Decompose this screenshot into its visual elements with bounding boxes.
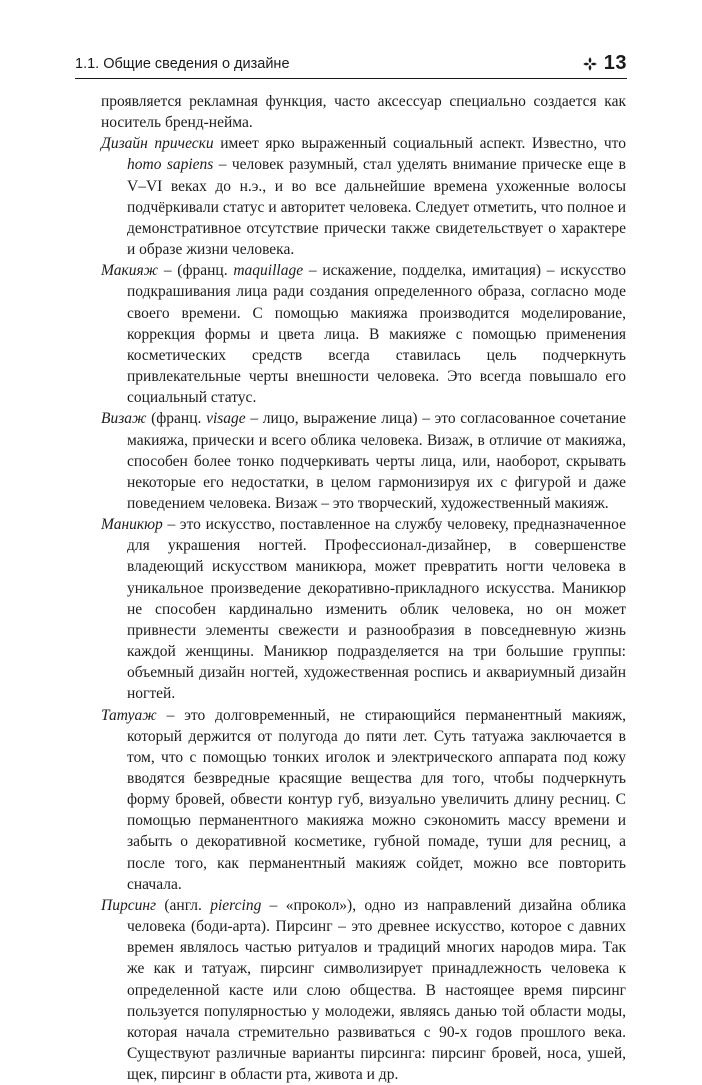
running-title: 1.1. Общие сведения о дизайне [75,56,290,72]
entry-text: – это долговременный, не стирающийся перманентный макияж, который держится от полугода до пяти лет. Суть татуажа заключается в том, что с помощью тонких иголок и электрического аппарата под кожу вводятся безвредные красящие вещества для того, чтобы подчеркнуть форму бровей, обвести контур губ, визуально увеличить длину ресниц. С помощью перманентного макияжа можно сэкономить массу времени и забыть о декоративной косметике, губной помаде, туши для ресниц, а после того, как перманентный макияж сойдет, можно все повторить сначала. [127,706,626,893]
entry-piercing [101,895,626,1085]
entry-text: – лицо, выражение лица) – это согласованное сочетание макияжа, прически и всего облика человека. Визаж, в отличие от макияжа, способен более тонко подчеркивать черты лица, или, наоборот, скрывать некоторые его недостатки, в целом гармонизируя их с фигурой и даже поведением человека. Визаж – это творческий, художественный макияж. [127,410,626,512]
entry-text: – (франц. [158,262,234,280]
foreign-term: piercing [210,896,262,914]
entry-text: (франц. [146,410,207,428]
page-number-group [583,52,627,75]
entry-text: – человек разумный, стал уделять внимание прическе еще в V–VI веках до н.э., и во все дальнейшие времена ухоженные волосы подчёркивали статус и авторитет человека. Следует отметить, что полное и демонстративное отсутствие прически также свидетельствует о характере и образе жизни человека. [127,156,627,259]
entry-text: имеет ярко выраженный социальный аспект. Известно, что [213,135,626,153]
page-number: 13 [603,52,627,74]
entry-text: – «прокол»), одно из направлений дизайна облика человека (боди-арта). Пирсинг – это древнее искусство, которое с давних времен являлось частью ритуалов и традиций многих народов мира. Так же как и татуаж, пирсинг символизирует принадлежность человека к определенной касте или слою общества. В настоящее время пирсинг пользуется популярностью у молодежи, являясь данью той области моды, которая начала стремительно развиваться с 90-х годов прошлого века. Существуют различные варианты пирсинга: пирсинг бровей, носа, ушей, щек, пирсинг в области рта, живота и др. [127,896,626,1084]
entry-text: – искажение, подделка, имитация) – искусство подкрашивания лица ради создания определенного образа, согласно моде своего времени. С помощью макияжа производится моделирование, коррекция формы и цвета лица. В макияже с помощью применения косметических средств всегда ставилась цель подчеркнуть привлекательные черты внешности человека. Это всегда повышало его социальный статус. [127,262,626,407]
entry-term: Визаж [101,410,147,428]
entry-hairstyle-design [101,133,626,260]
entry-visage [101,408,626,514]
entry-term: Дизайн прически [101,135,214,153]
foreign-term: visage [206,410,246,428]
foreign-term: homo sapiens [127,156,214,174]
entry-term: Пирсинг [101,896,157,914]
entry-makeup [101,260,626,408]
body-text [101,91,626,1085]
four-petal-ornament-icon [583,57,597,71]
entry-text: (англ. [156,896,211,914]
entry-manicure [101,514,626,704]
foreign-term: maquillage [233,262,304,280]
entry-term: Макияж [101,262,159,280]
entry-text: – это искусство, поставленное на службу человеку, предназначенное для украшения ногтей. Профессионал-дизайнер, в совершенстве владеющий искусством маникюра, может превратить ногти человека в уникальное произведение декоративно-прикладного искусства. Маникюр не способен кардинально изменить облик человека, но он может привнести элементы свежести и разнообразия в повседневную жизнь каждой женщины. Маникюр подразделяется на три большие группы: объемный дизайн ногтей, художественная роспись и аквариумный дизайн ногтей. [127,516,626,703]
entry-term: Маникюр [101,516,163,534]
running-header [75,52,627,79]
entry-term: Татуаж [101,706,157,724]
entry-tattoo [101,705,626,895]
continuation-paragraph: проявляется рекламная функция, часто аксессуар специально создается как носитель бренд-нейма. [101,93,626,132]
